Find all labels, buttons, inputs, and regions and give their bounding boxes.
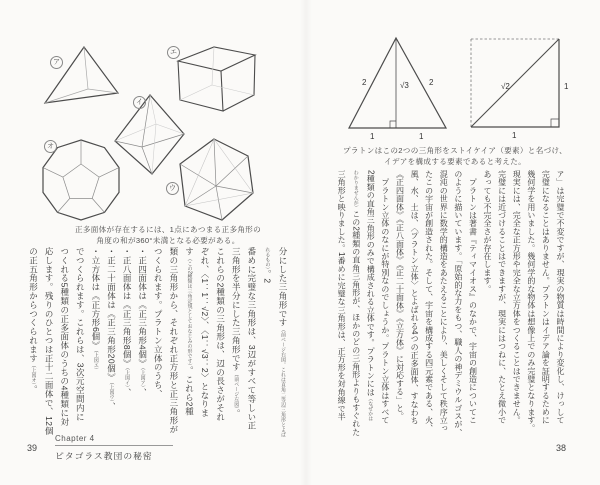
column-text: 現実には、完全な正方形や完全な立方体をつくることはできません。 xyxy=(512,170,522,425)
text-column xyxy=(72,247,88,439)
column-text: 三角形を半分にした三角形です xyxy=(231,247,242,372)
figure-label-tetrahedron: ア xyxy=(50,56,63,69)
text-column xyxy=(25,247,41,439)
column-text: ア」は完璧で不変ですが、現実の物質は時間により変化し、けっして xyxy=(556,170,565,425)
text-column xyxy=(421,170,436,442)
text-column xyxy=(348,170,363,442)
text-column xyxy=(509,170,524,442)
text-column xyxy=(465,170,480,442)
icosahedron-figure xyxy=(176,136,256,224)
column-text: つくれる5種類の正多面体のうちの4種類に対 xyxy=(59,247,70,427)
inline-note: （この2種類は三角定規としておなじみの形です） xyxy=(186,255,193,367)
column-text: これらの2種類の三角形は、辺の長さがそれ xyxy=(215,247,226,422)
text-column xyxy=(479,170,494,442)
tetrahedron-figure xyxy=(42,44,122,114)
text-column xyxy=(552,170,567,442)
inline-note: （前ページ左図） xyxy=(233,371,240,410)
column-text: 類の三角形から、それぞれ正方形と正三角形が xyxy=(168,247,179,434)
triangle-height-label: √3 xyxy=(400,81,409,90)
triangle-base-left-label: 1 xyxy=(370,132,375,141)
column-text: この2種類の直角三角形が、ほかのどの三角形よりもすぐれた xyxy=(351,210,361,437)
right-page-number: 38 xyxy=(556,443,567,453)
figure-label-octahedron: イ xyxy=(133,96,146,109)
text-column xyxy=(196,247,212,439)
triangle-base-right-label: 1 xyxy=(419,132,424,141)
inline-note: （前ページ右図。これは直角二等辺三角形とよばれるもの） xyxy=(264,247,286,438)
triangle-right-side-label: 2 xyxy=(429,78,434,87)
column-text: 幾何学を用いました。幾何学的な物体は想像上でのみ完璧となります。 xyxy=(526,170,536,433)
page-gutter xyxy=(300,0,312,485)
right-figure-caption-line1: プラトンはこの2つの三角形をストイケイア（要素）と名づけ、 xyxy=(343,146,567,155)
column-text: 風、水、土は、〈プラトン立体〉とよばれる4つの正多面体、すなわち xyxy=(410,170,420,425)
text-column xyxy=(406,170,421,442)
text-column xyxy=(228,247,244,439)
column-text: す xyxy=(184,247,195,256)
column-text: 完璧には近づけることはできますが、現実にはつねに、たとえ微小で xyxy=(497,170,507,425)
figure-label-dodecahedron: オ xyxy=(44,140,57,153)
column-text: たこの宇宙が創造された。そして、宇宙を構成する四元素である、火、 xyxy=(424,170,434,433)
column-text: つくられます。プラトン立体のうち、 xyxy=(153,247,164,399)
triangle-left-side-label: 2 xyxy=(362,78,367,87)
chapter-rule xyxy=(55,445,173,446)
text-column xyxy=(181,247,197,439)
inline-note: わかりませんが） xyxy=(352,170,359,210)
column-text: 、 xyxy=(137,387,148,397)
text-column xyxy=(392,170,407,442)
figure-label-cube: エ xyxy=(167,46,180,59)
column-text: プラトン立体のなにが特別なのでしょうか。プラトン立体はすべて xyxy=(380,170,390,425)
inline-note: （なぜかは xyxy=(367,396,374,422)
column-text: 番めに完璧な三角形は、3辺がすべて等しい正 xyxy=(246,247,257,431)
column-text: 、 xyxy=(122,387,133,397)
column-text: の正五角形からつくられます xyxy=(28,247,39,363)
text-column xyxy=(377,170,392,442)
column-text: ・正四面体は《正三角形4個》 xyxy=(137,247,148,368)
square-bottom-label: 1 xyxy=(512,131,517,140)
text-column xyxy=(118,247,134,439)
column-text: 。2 xyxy=(262,269,273,284)
chapter-block xyxy=(55,434,175,462)
left-page-number: 39 xyxy=(27,443,38,453)
column-text: 2種類の直角三角形のみで構成される立体です。プラトンには xyxy=(366,170,376,397)
right-figure-caption-line2: イデアを構成する要素であると考えた。 xyxy=(383,157,527,166)
square-figure xyxy=(465,33,573,143)
text-column xyxy=(259,247,290,439)
text-column xyxy=(165,247,181,439)
text-column xyxy=(56,247,72,439)
column-text: 分にした三角形です xyxy=(278,247,288,328)
inline-note: （上図イ） xyxy=(124,367,131,388)
column-text: ぞれ、〈1：1：√2〉、〈1：√3：2〉となりま xyxy=(200,247,211,418)
text-column xyxy=(87,247,103,439)
inline-note: （上図エ） xyxy=(92,350,99,373)
text-column xyxy=(334,170,349,442)
column-text: 完璧になることはありません。プラトンはイデア論を証明するために xyxy=(541,170,551,425)
column-text: ・立方体は《正方形6個》 xyxy=(90,247,101,351)
column-text: 《正四面体》《正八面体》《正二十面体》《立方体》に対応する」と。 xyxy=(395,170,405,421)
left-figure-caption-line2: 角度の和が360°未満となる必要がある。 xyxy=(96,236,240,245)
right-page-body-text xyxy=(330,170,567,442)
text-column xyxy=(363,170,378,442)
text-column xyxy=(494,170,509,442)
figure-label-icosahedron: ウ xyxy=(166,182,179,195)
column-text: 。これら2種 xyxy=(184,366,195,416)
text-column xyxy=(538,170,553,442)
column-text: のように描いています。「原始的な力をもつ、職人の神デミウルゴスが、 xyxy=(453,170,463,437)
column-text: 。 xyxy=(231,409,242,419)
text-column xyxy=(150,247,166,439)
triangle-figure xyxy=(345,30,450,142)
square-diagonal-label: √2 xyxy=(501,82,510,91)
text-column xyxy=(450,170,465,442)
text-column xyxy=(243,247,259,439)
text-column xyxy=(436,170,451,442)
column-text: ・正八面体は《正三角形8個》 xyxy=(122,247,133,368)
text-column xyxy=(134,247,150,439)
text-column xyxy=(523,170,538,442)
inline-note: （上図オ） xyxy=(30,362,37,386)
chapter-title: ピタゴラス教団の秘密 xyxy=(55,451,153,461)
column-text: 応します。残りのひとつは正十二面体で、12個 xyxy=(44,247,55,436)
column-text: 。 xyxy=(28,385,39,395)
inline-note: （上図ウ） xyxy=(108,381,115,402)
column-text: プラトンは著書『ティマイオス』のなかで、宇宙の創造についてこ xyxy=(468,170,478,425)
text-column xyxy=(41,247,57,439)
left-page-body-text xyxy=(28,247,290,439)
column-text: あっても不完全さが存在します。 xyxy=(483,170,493,293)
chapter-label: Chapter 4 xyxy=(55,434,95,443)
column-text: 混沌の世界に数学的構造をあたえることにより、美しくそして秩序立っ xyxy=(439,170,449,433)
inline-note: （上図ア） xyxy=(139,367,146,388)
text-column xyxy=(103,247,119,439)
column-text: ・正二十面体は《正三角形20個》 xyxy=(106,247,117,382)
column-text: 、 xyxy=(106,401,117,411)
column-text: でつくられます。これらは、3次元空間内に xyxy=(75,247,86,422)
text-column xyxy=(212,247,228,439)
left-figure-caption-line1: 正多面体が存在するには、1点にあつまる正多角形の xyxy=(74,225,262,234)
square-right-side-label: 1 xyxy=(564,82,569,91)
column-text: 三角形と映りました。1番めに完璧な三角形は、正方形を対角線で半 xyxy=(337,170,347,421)
